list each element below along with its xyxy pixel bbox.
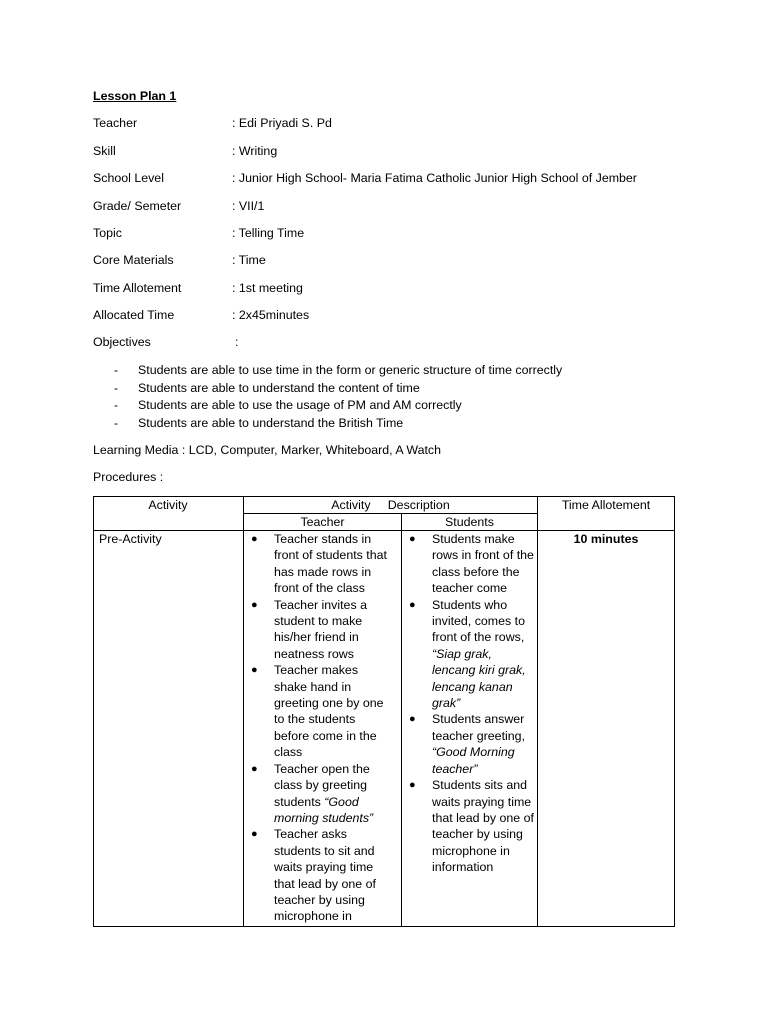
meta-value: : VII/1 [232,199,265,213]
objective-item: - Students are able to understand the British Time [114,416,404,431]
objective-item: - Students are able to use time in the form or generic structure of time correctly [114,363,563,377]
header-students: Students [445,515,494,529]
lesson-plan-title: Lesson Plan 1 [93,89,177,103]
meta-value: : Writing [232,144,278,158]
learning-media: Learning Media : LCD, Computer, Marker, Whiteboard, A Watch [93,443,442,457]
procedures-table [93,496,675,927]
meta-value: : Edi Priyadi S. Pd [232,116,332,130]
meta-label: Core Materials [93,253,174,267]
list-item: ● Teacher open the class by greeting students “Good morning students” [251,761,374,825]
meta-value: : [235,335,239,349]
header-activity-description: Activity Description [331,498,450,512]
meta-value: : Time [232,253,266,267]
meta-label: Time Allotement [93,281,182,295]
list-item: ● Teacher makes shake hand in greeting one by one to the students before come in the class [251,663,384,760]
student-activity-list [402,531,534,876]
meta-value: : Telling Time [232,226,305,240]
meta-value: : Junior High School- Maria Fatima Catholic Junior High School of Jember [232,171,637,185]
objective-item: - Students are able to understand the content of time [114,380,420,395]
meta-value: : 1st meeting [232,281,303,295]
objective-item: - Students are able to use the usage of PM and AM correctly [114,398,462,413]
list-item: ● Teacher invites a student to make his/her friend in neatness rows [251,597,367,661]
list-item: ● Students make rows in front of the class before the teacher come [409,532,534,596]
objectives-list [114,362,562,433]
procedures-label: Procedures : [93,470,164,484]
meta-label: Skill [93,144,116,158]
meta-label: School Level [93,171,164,185]
time-value: 10 minutes [573,532,639,546]
teacher-activity-list [244,531,392,925]
list-item: ● Students sits and waits praying time that lead by one of teacher by using microphone in information [409,778,534,875]
activity-name: Pre-Activity [99,532,162,546]
list-item: ● Students who invited, comes to front of the rows, “Siap grak, lencang kiri grak, lencang kanan grak” [409,597,526,711]
header-teacher: Teacher [300,515,345,529]
meta-label: Objectives [93,335,151,349]
list-item: ● Teacher stands in front of students that has made rows in front of the class [251,532,387,596]
list-item: ● Students answer teacher greeting, “Good Morning teacher” [409,712,525,776]
meta-label: Teacher [93,116,138,130]
meta-value: : 2x45minutes [232,308,310,322]
meta-label: Allocated Time [93,308,175,322]
header-time-allotement: Time Allotement [561,498,651,512]
list-item: ● Teacher asks students to sit and waits praying time that lead by one of teacher by using microphone in [251,827,376,924]
meta-label: Grade/ Semeter [93,199,182,213]
header-activity: Activity [148,498,188,512]
meta-label: Topic [93,226,122,240]
